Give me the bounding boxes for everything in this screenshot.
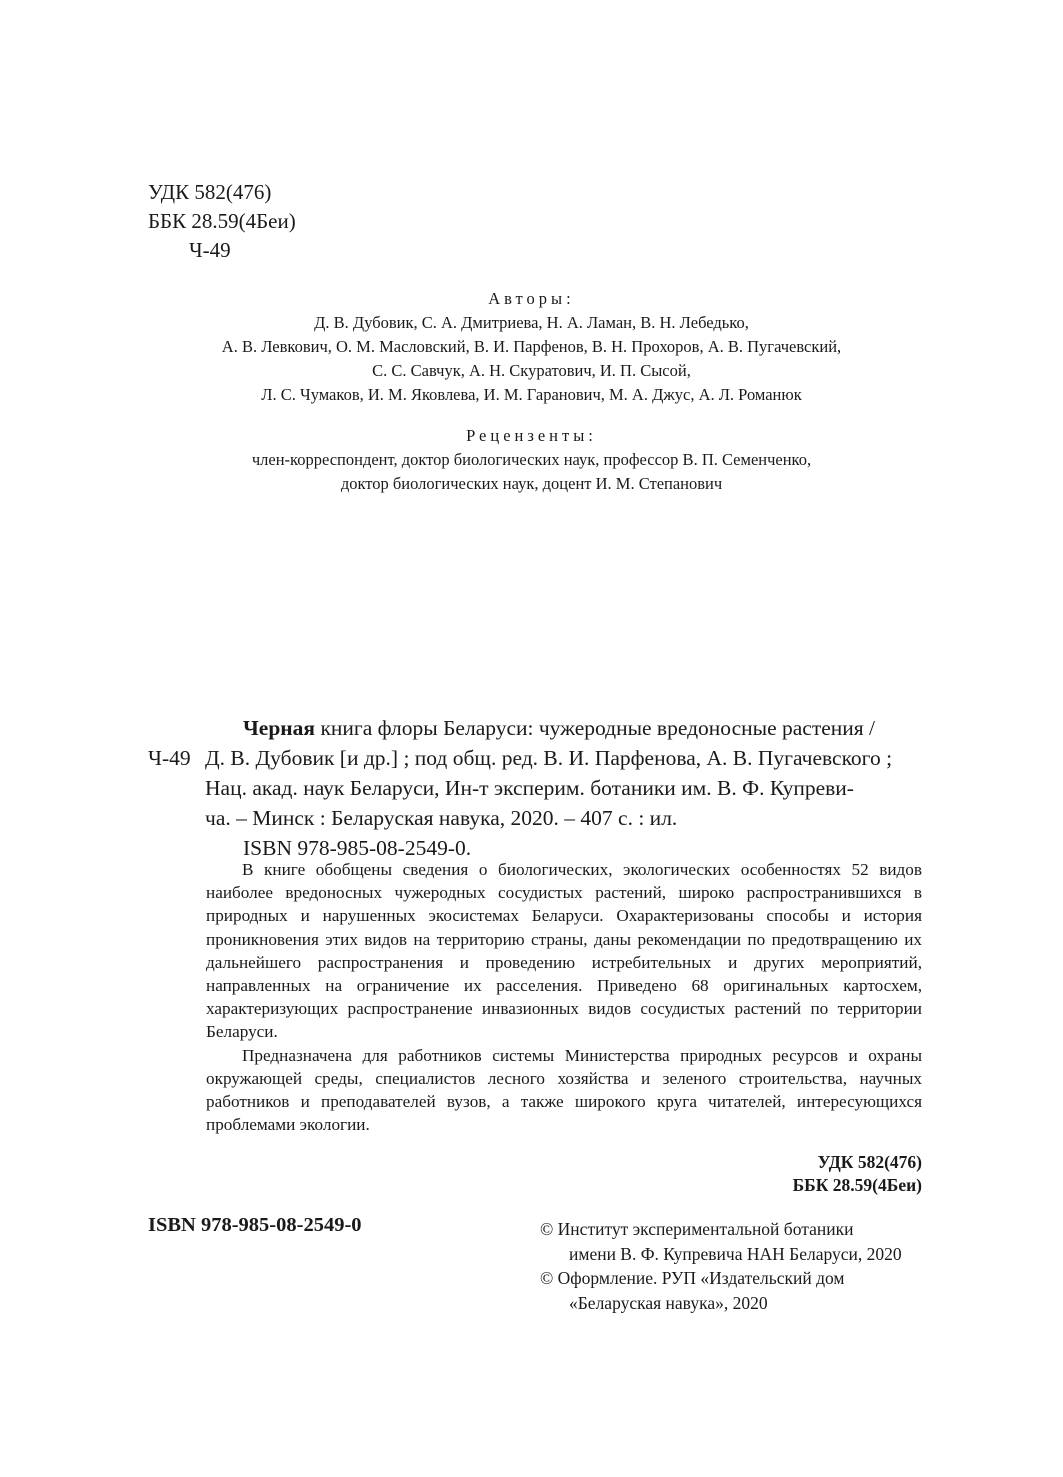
udk-code-bottom: УДК 582(476) [817,1152,922,1172]
authors-block [0,287,1063,407]
udk-code: УДК 582(476) [148,180,272,204]
biblio-isbn: ISBN 978-985-08-2549-0. [243,836,472,860]
bibliographic-record [148,713,928,863]
copyright-line: «Беларуская навука», 2020 [569,1292,768,1313]
classification-codes-bottom [793,1151,922,1197]
annotation [206,858,922,1136]
isbn: ISBN 978-985-08-2549-0 [148,1214,362,1236]
reviewers-line: доктор биологических наук, доцент И. М. Степанович [340,474,723,493]
authors-line: С. С. Савчук, А. Н. Скуратович, И. П. Сысой, [372,361,691,380]
bbk-code-bottom: ББК 28.59(4Беи) [792,1175,922,1195]
biblio-line: Нац. акад. наук Беларуси, Ин-т эксперим. ботаники им. В. Ф. Купреви- [205,776,854,800]
biblio-line: Д. В. Дубовик [и др.] ; под общ. ред. В. И. Парфенова, А. В. Пугачевского ; [205,746,893,770]
annotation-paragraph: Предназначена для работников системы Министерства природных ресурсов и охраны окружающей среды, специалистов лесного хозяйства и зеленого строительства, научных работников и преподавателей вузов, а также широкого круга читателей, интересующихся проблемами экологии. [206,1045,922,1135]
biblio-code: Ч-49 [148,746,191,770]
authors-line: А. В. Левкович, О. М. Масловский, В. И. Парфенов, В. Н. Прохоров, А. В. Пугачевский, [221,337,842,356]
authors-heading: Авторы: [488,289,575,308]
reviewers-heading: Рецензенты: [466,426,597,445]
copyright-line: © Институт экспериментальной ботаники [540,1219,854,1239]
copyright-line: © Оформление. РУП «Издательский дом [540,1268,845,1288]
copyright-block [540,1217,902,1315]
biblio-line: ча. – Минск : Беларуская навука, 2020. – 407 с. : ил. [205,806,678,830]
bbk-code: ББК 28.59(4Беи) [148,209,296,233]
biblio-title-word: Черная [243,716,316,740]
biblio-row [148,743,928,773]
biblio-title-line [148,713,928,743]
reviewers-line: член-корреспондент, доктор биологических наук, профессор В. П. Семенченко, [251,450,812,469]
copyright-line: имени В. Ф. Купревича НАН Беларуси, 2020 [569,1243,902,1264]
classification-codes [148,178,296,265]
author-mark: Ч-49 [189,238,231,262]
authors-line: Д. В. Дубовик, С. А. Дмитриева, Н. А. Ламан, В. Н. Лебедько, [314,313,749,332]
authors-line: Л. С. Чумаков, И. М. Яковлева, И. М. Гаранович, М. А. Джус, А. Л. Романюк [261,385,802,404]
reviewers-block [0,424,1063,496]
annotation-paragraph: В книге обобщены сведения о биологических, экологических особенностях 52 видов наиболее вредоносных чужеродных сосудистых растений, широко распространившихся в природных и нарушенных экосистемах Беларуси. Охарактеризованы способы и история проникновения этих видов на территорию страны, даны рекомендации по предотвращению их дальнейшего распространения и проведению истребительных и других мероприятий, направленных на ограничение их расселения. Приведено 68 оригинальных картосхем, характеризующих распространение инвазионных видов сосудистых растений по территории Беларуси. [206,860,922,1042]
biblio-title-rest: книга флоры Беларуси: чужеродные вредоносные растения / [315,716,876,740]
